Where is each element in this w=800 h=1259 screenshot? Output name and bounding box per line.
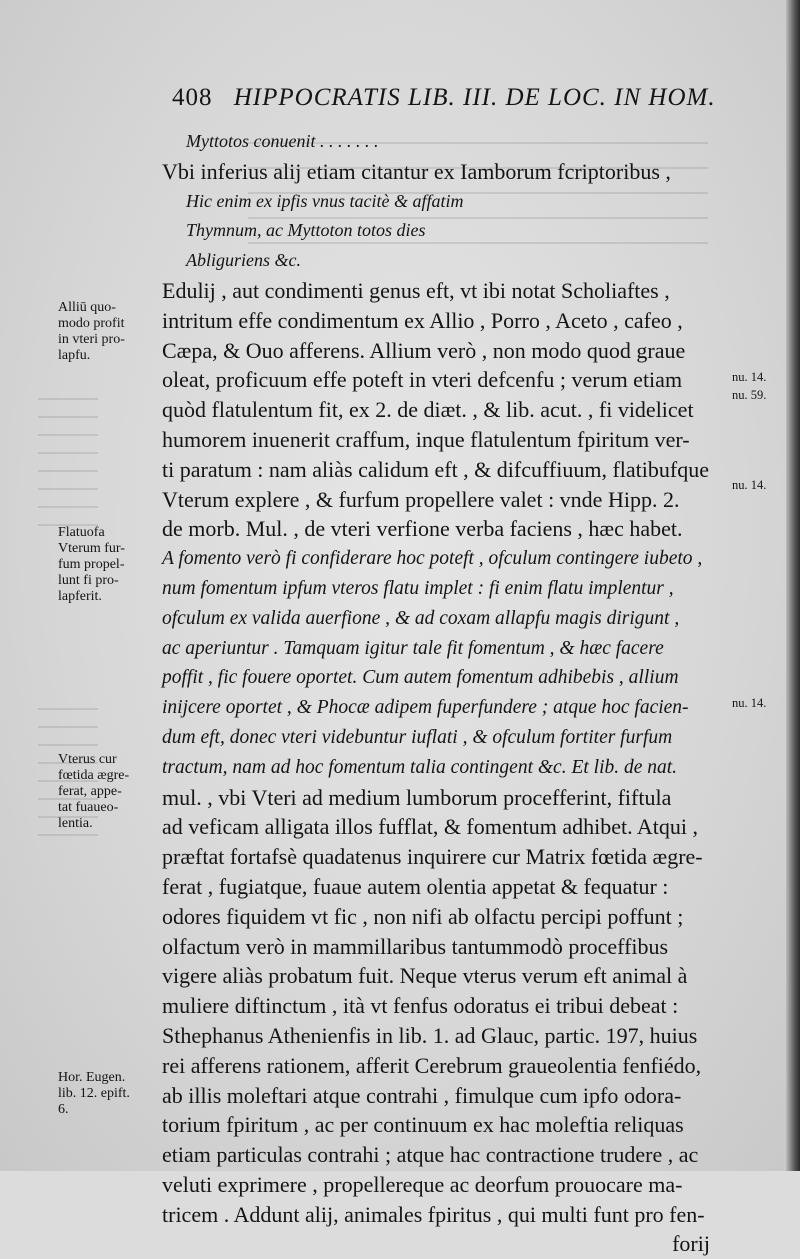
running-title: HIPPOCRATIS LIB. III. DE LOC. IN HOM. [233, 84, 716, 111]
text-line: A fomento verò fi confiderare hoc poteft , ofculum contingere iubeto , [162, 548, 703, 570]
text-line: mul. , vbi Vteri ad medium lumborum procefferint, fiftula [162, 784, 672, 810]
text-line: Edulij , aut condimenti genus eft, vt ibi notat Scholiaftes , [162, 277, 670, 303]
catchword: forij [672, 1231, 710, 1257]
text-line: odores fiquidem vt fic , non nifi ab olfactu percipi poffunt ; [162, 903, 684, 929]
text-line: dum eft, donec vteri videbuntur iuflati , & ofculum fortiter furfum [162, 726, 673, 748]
text-line: torium fpiritum , ac per continuum ex hac moleftia reliquas [162, 1112, 684, 1138]
text-line: ti paratum : nam aliàs calidum eft , & difcuffiuum, flatibufque [162, 456, 709, 482]
text-line: Thymnum, ac Myttoton totos dies [186, 220, 426, 241]
text-line: oleat, proficuum effe poteft in vteri defcenfu ; verum etiam [162, 367, 683, 393]
text-line: olfactum verò in mammillaribus tantummodò proceffibus [162, 933, 669, 959]
page-number: 408 [172, 84, 213, 111]
page-edge-shadow [786, 0, 800, 1171]
text-line: ab illis moleftari atque contrahi , fimulque cum ipfo odora- [162, 1082, 682, 1108]
text-line: humorem inuenerit craffum, inque flatulentum fpiritum ver- [162, 426, 690, 452]
right-note: nu. 14. [732, 370, 767, 384]
bleed-through-left-margin [38, 390, 98, 530]
text-line: Cæpa, & Ouo afferens. Allium verò , non modo quod graue [162, 337, 686, 363]
running-header [172, 84, 716, 116]
text-line: Vterum explere , & furfum propellere valet : vnde Hipp. 2. [162, 486, 680, 512]
right-note: nu. 14. [732, 696, 767, 710]
text-line: de morb. Mul. , de vteri verfione verba faciens , hæc habet. [162, 516, 683, 542]
text-line: ferat , fugiatque, fuaue autem olentia appetat & fequatur : [162, 873, 669, 899]
margin-note-reference: Hor. Eugen. lib. 12. epift. 6. [58, 1070, 130, 1117]
text-line: num fomentum ipfum vteros flatu implet : fi enim flatu implentur , [162, 577, 674, 599]
text-line: ad veficam alligata illos fufflat, & fomentum adhibet. Atqui , [162, 814, 699, 840]
text-line: ac aperiuntur . Tamquam igitur tale fit fomentum , & hæc facere [162, 637, 664, 659]
main-text [162, 127, 722, 1259]
margin-note-flatuosa: Flatuofa Vterum fur- fum propel- lunt fi pro- lapferit. [58, 525, 125, 604]
text-line: Vbi inferius alij etiam citantur ex Iamborum fcriptoribus , [162, 158, 671, 184]
text-line: inijcere oportet , & Phocæ adipem fuperfundere ; atque hoc facien- [162, 697, 689, 719]
text-line: Hic enim ex ipfis vnus tacitè & affatim [186, 190, 464, 211]
text-line: etiam particulas contrahi ; atque hac contractione trudere , ac [162, 1142, 699, 1168]
text-line: Sthephanus Athenienfis in lib. 1. ad Glauc, partic. 197, huius [162, 1022, 698, 1048]
text-line: quòd flatulentum fit, ex 2. de diæt. , & lib. acut. , fi videlicet [162, 397, 694, 423]
text-line: Abliguriens &c. [186, 250, 301, 271]
text-line: veluti exprimere , propellereque ac deorfum prouocare ma- [162, 1171, 683, 1197]
text-line: Myttotos conuenit . . . . . . . [186, 131, 379, 151]
right-note: nu. 14. [732, 478, 767, 492]
margin-note-vterus: Vterus cur fœtida ægre- ferat, appe- tat fuaueo- lentia. [58, 752, 130, 831]
right-note: nu. 59. [732, 388, 767, 402]
text-line: rei afferens rationem, afferit Cerebrum graueolentia fenfiédo, [162, 1052, 702, 1078]
text-line: vigere aliàs probatum fuit. Neque vterus verum eft animal à [162, 963, 688, 989]
text-line: muliere diftinctum , ità vt fenfus odoratus ei tribui debeat : [162, 993, 679, 1019]
text-line: tractum, nam ad hoc fomentum talia contingent &c. Et lib. de nat. [162, 756, 678, 778]
text-line: ofculum ex valida auerfione , & ad coxam allapfu magis dirigunt , [162, 607, 680, 629]
margin-note-allium: Alliū quo- modo profit in vteri pro- lapfu. [58, 300, 125, 363]
text-line: poffit , fic fouere oportet. Cum autem fomentum adhibebis , allium [162, 667, 679, 689]
text-line: præftat fortafsè quadatenus inquirere cur Matrix fœtida ægre- [162, 844, 703, 870]
text-line: tricem . Addunt alij, animales fpiritus , qui multi funt pro fen- [162, 1201, 705, 1227]
text-line: intritum effe condimentum ex Allio , Porro , Aceto , cafeo , [162, 307, 683, 333]
